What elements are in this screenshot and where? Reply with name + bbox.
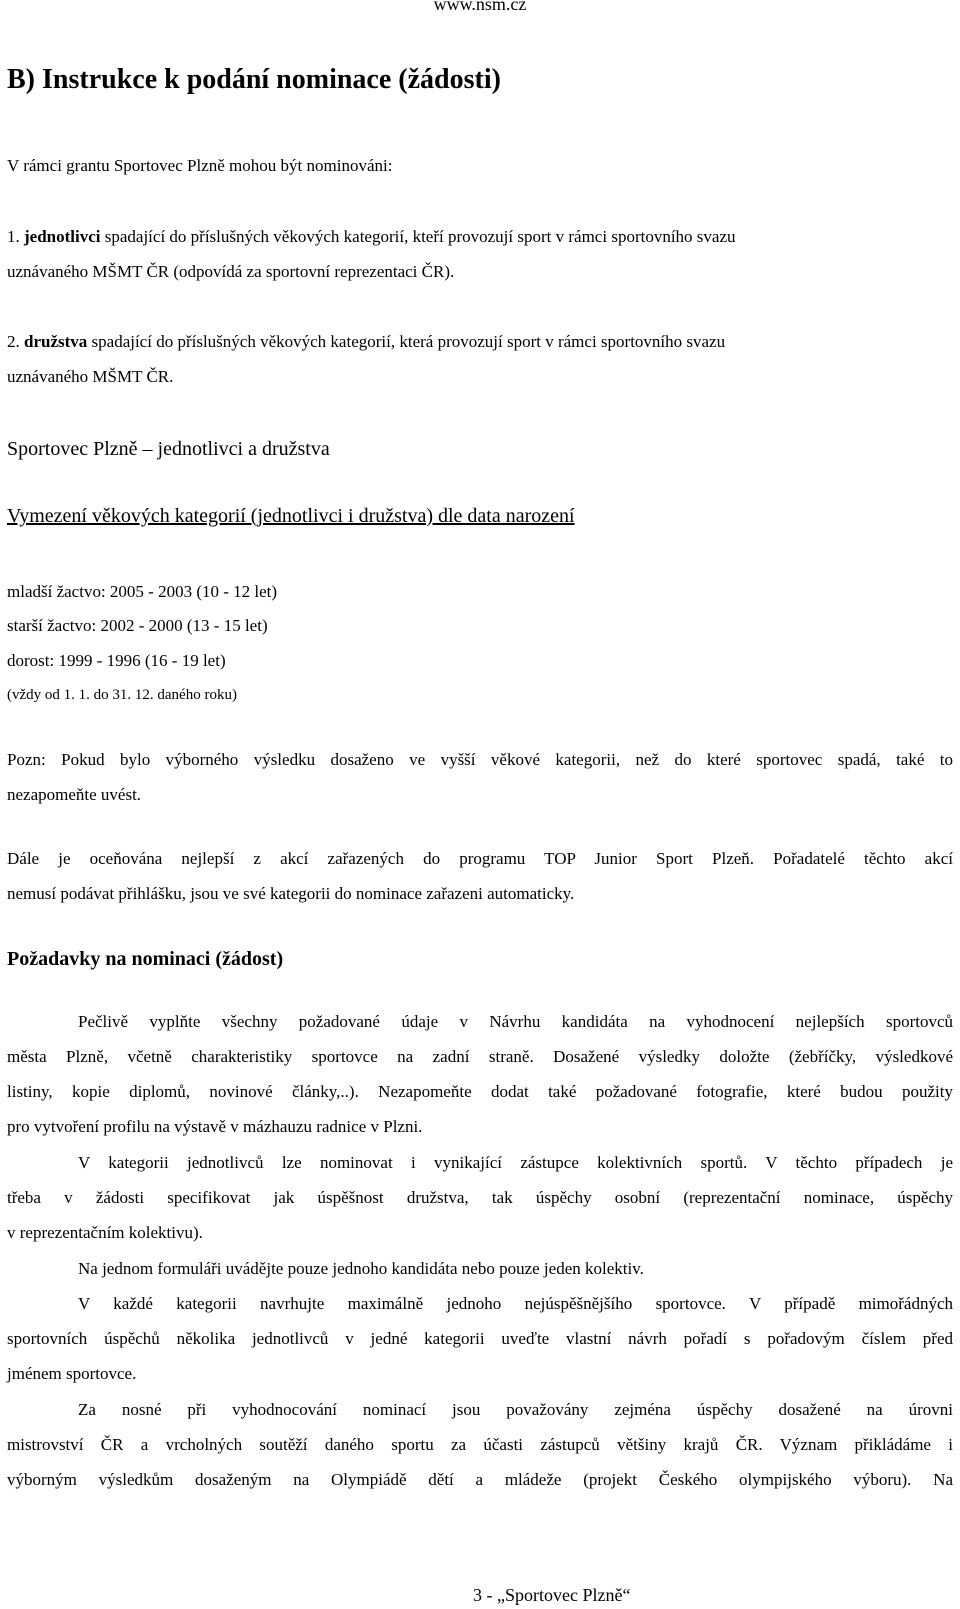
req-para1-line3: listiny, kopie diplomů, novinové články,..). Nezapomeňte dodat také požadované fotografie, které budou použity	[7, 1082, 953, 1101]
top-para-line2: nemusí podávat přihlášku, jsou ve své kategorii do nominace zařazeni automaticky.	[7, 884, 575, 903]
item1-rest: spadající do příslušných věkových kategorií, kteří provozují sport v rámci sportovního svazu	[100, 227, 736, 246]
age-category-2: starší žactvo: 2002 - 2000 (13 - 15 let)	[7, 616, 268, 635]
req-para2-line2: třeba v žádosti specifikovat jak úspěšnost družstva, tak úspěchy osobní (reprezentační nominace, úspěchy	[7, 1188, 953, 1207]
req-para5-line3: výborným výsledkům dosaženým na Olympiádě dětí a mládeže (projekt Českého olympijského výboru). Na	[7, 1470, 953, 1489]
page-footer: 3 - „Sportovec Plzně“	[473, 1585, 631, 1605]
req-para2-line3: v reprezentačním kolektivu).	[7, 1223, 203, 1242]
req-para4-line3: jménem sportovce.	[7, 1364, 137, 1383]
age-note: (vždy od 1. 1. do 31. 12. daného roku)	[7, 687, 237, 703]
item2-line2: uznávaného MŠMT ČR.	[7, 367, 174, 386]
section-title: Sportovec Plzně – jednotlivci a družstva	[7, 438, 330, 460]
req-para1-line1: Pečlivě vyplňte všechny požadované údaje v Návrhu kandidáta na vyhodnocení nejlepších sportovců	[78, 1012, 953, 1031]
req-para1-line4: pro vytvoření profilu na výstavě v mázhauzu radnice v Plzni.	[7, 1117, 423, 1136]
req-para5-line1: Za nosné při vyhodnocování nominací jsou považovány zejména úspěchy dosažené na úrovni	[78, 1400, 953, 1419]
item2-bold: družstva	[24, 332, 88, 351]
note-line1: Pozn: Pokud bylo výborného výsledku dosaženo ve vyšší věkové kategorii, než do které sportovec spadá, také to	[7, 750, 953, 769]
req-para4-line2: sportovních úspěchů několika jednotlivců v jedné kategorii uveďte vlastní návrh pořadí s pořadovým číslem před	[7, 1329, 953, 1348]
req-para1-line2: města Plzně, včetně charakteristiky sportovce na zadní straně. Dosažené výsledky doložte (žebříčky, výsledkové	[7, 1047, 953, 1066]
req-para4-line1: V každé kategorii navrhujte maximálně jednoho nejúspěšnějšího sportovce. V případě mimořádných	[78, 1294, 953, 1313]
note-line2: nezapomeňte uvést.	[7, 785, 142, 804]
item2-prefix: 2.	[7, 332, 24, 351]
header-url: www.nsm.cz	[433, 0, 527, 14]
age-category-1: mladší žactvo: 2005 - 2003 (10 - 12 let)	[7, 582, 278, 601]
top-para-line1: Dále je oceňována nejlepší z akcí zařazených do programu TOP Junior Sport Plzeň. Pořadatelé těchto akcí	[7, 849, 953, 868]
req-para5-line2: mistrovství ČR a vrcholných soutěží daného sportu za účasti zástupců většiny krajů ČR. Význam přikládáme i	[7, 1435, 953, 1454]
requirements-title: Požadavky na nominaci (žádost)	[7, 948, 284, 970]
intro-text: V rámci grantu Sportovec Plzně mohou být nominováni:	[7, 156, 393, 175]
item1-bold: jednotlivci	[24, 227, 101, 246]
age-category-3: dorost: 1999 - 1996 (16 - 19 let)	[7, 651, 226, 670]
age-heading: Vymezení věkových kategorií (jednotlivci i družstva) dle data narození	[7, 505, 575, 527]
req-para2-line1: V kategorii jednotlivců lze nominovat i vynikající zástupce kolektivních sportů. V těchto případech je	[78, 1153, 953, 1172]
item1-prefix: 1.	[7, 227, 24, 246]
req-para3: Na jednom formuláři uvádějte pouze jednoho kandidáta nebo pouze jeden kolektiv.	[78, 1259, 644, 1278]
item2-rest: spadající do příslušných věkových kategorií, která provozují sport v rámci sportovního svazu	[87, 332, 726, 351]
page-title: B) Instrukce k podání nominace (žádosti)	[7, 64, 501, 95]
item2-line1	[7, 332, 725, 352]
item1-line1	[7, 227, 736, 247]
item1-line2: uznávaného MŠMT ČR (odpovídá za sportovní reprezentaci ČR).	[7, 262, 455, 281]
